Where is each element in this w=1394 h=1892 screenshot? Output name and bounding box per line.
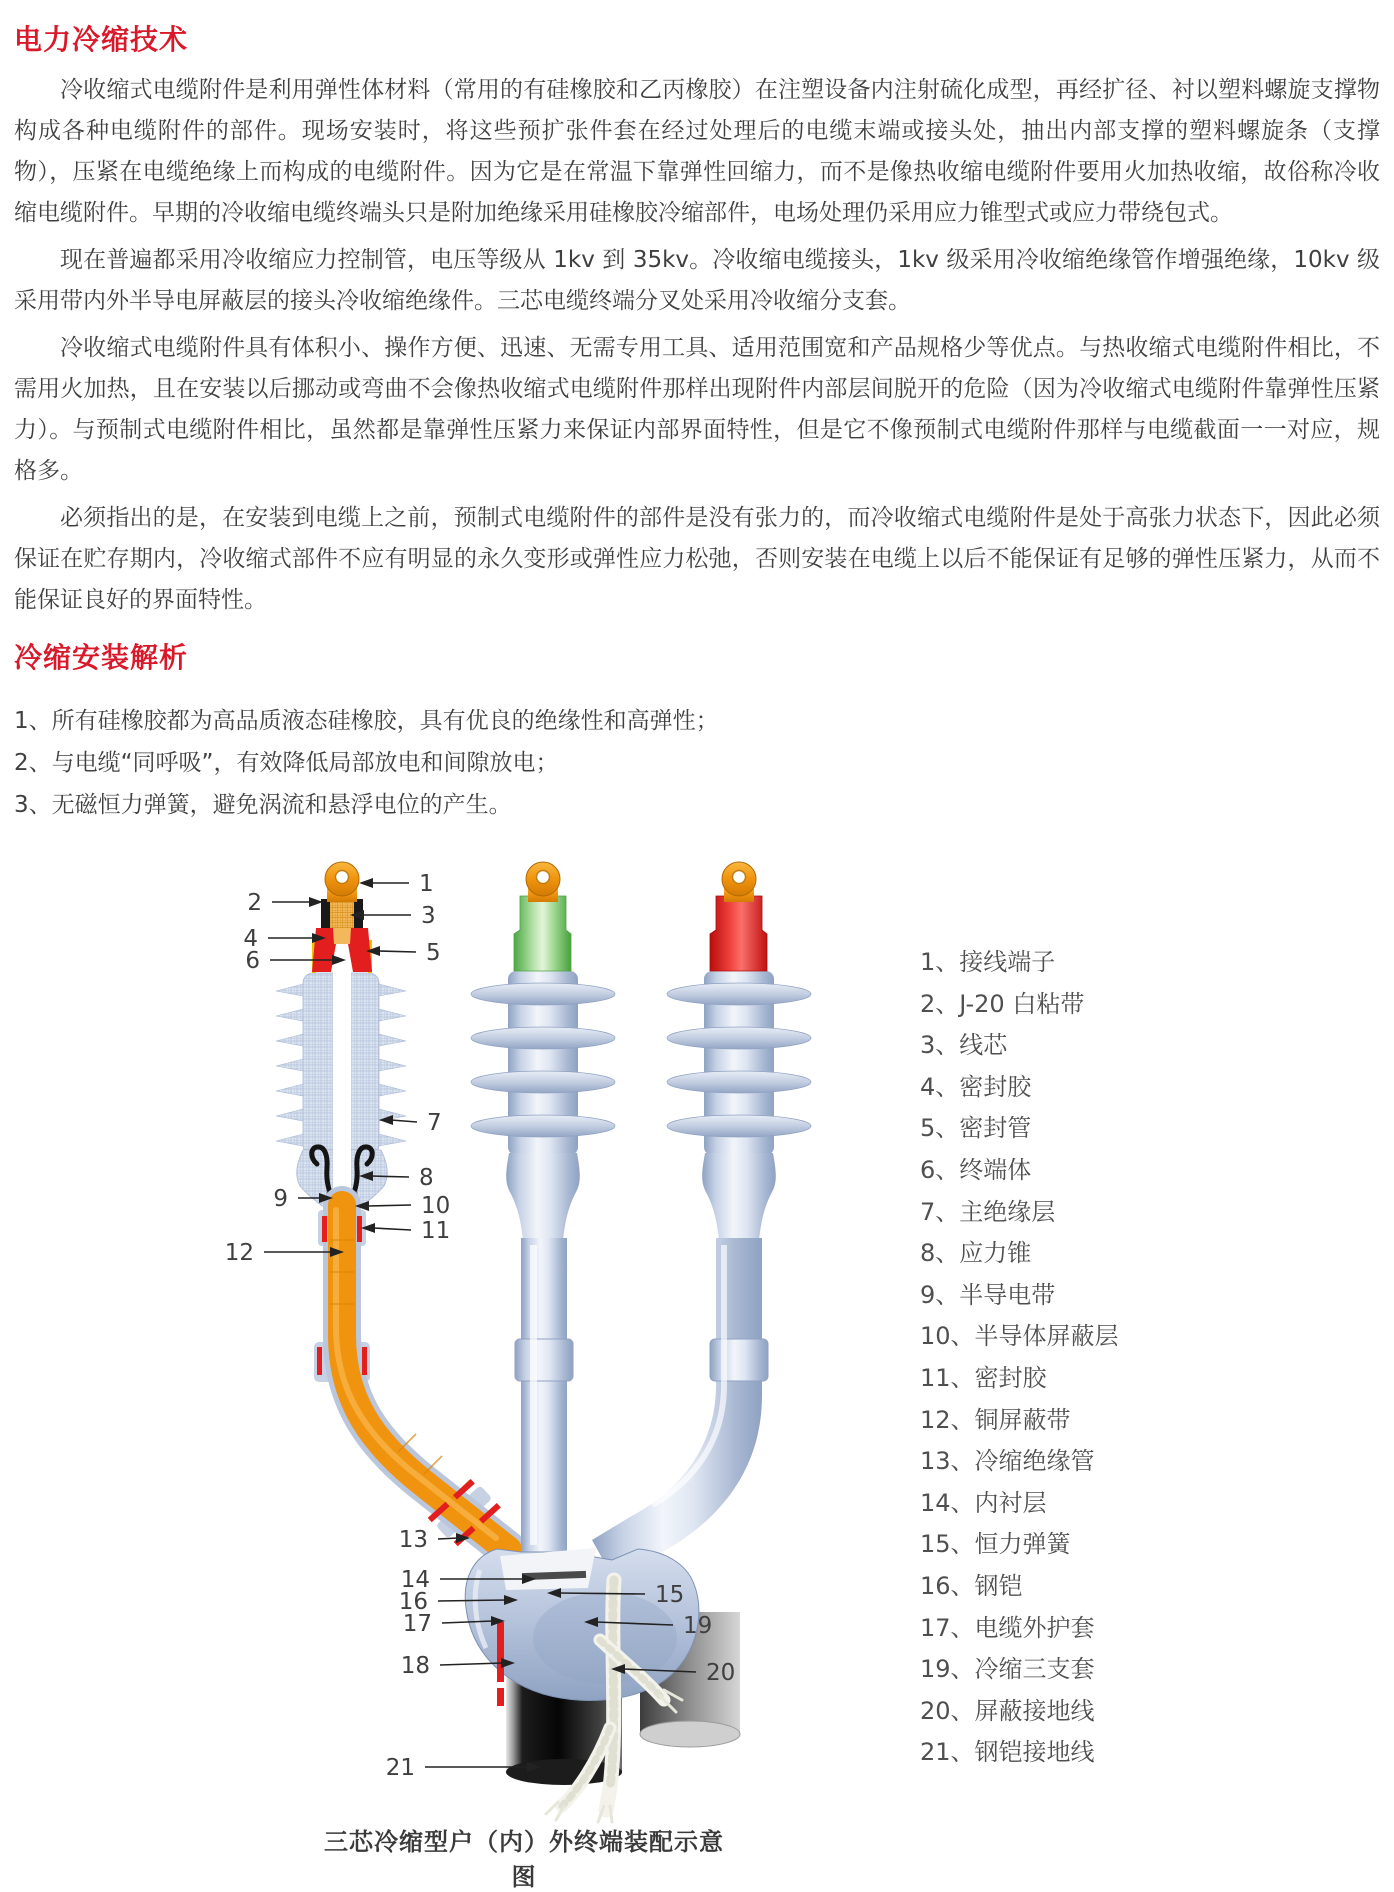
legend-item: 16、钢铠	[920, 1571, 1023, 1600]
callout-number: 9	[273, 1186, 288, 1212]
legend-item: 21、钢铠接地线	[920, 1738, 1095, 1767]
legend-item: 14、内衬层	[920, 1488, 1047, 1517]
callout-line	[373, 1228, 411, 1230]
section2-title: 冷缩安装解析	[14, 641, 189, 674]
legend-item: 10、半导体屏蔽层	[920, 1322, 1119, 1351]
callout-number: 19	[683, 1613, 713, 1639]
cable-lug	[325, 862, 359, 902]
legend-item: 15、恒力弹簧	[920, 1530, 1071, 1559]
legend-item: 13、冷缩绝缘管	[920, 1447, 1095, 1476]
callout-number: 11	[421, 1218, 451, 1244]
legend-item: 12、铜屏蔽带	[920, 1405, 1071, 1434]
terminal-middle	[471, 862, 615, 1560]
seal-tube-green	[514, 896, 571, 971]
callout-line	[378, 951, 416, 952]
callout-line	[559, 1593, 645, 1594]
callout-line	[438, 1600, 506, 1601]
legend-item: 8、应力锥	[920, 1239, 1032, 1268]
white-tape-band	[321, 899, 330, 930]
legend-item: 6、终端体	[920, 1155, 1032, 1184]
callout-line	[438, 1538, 458, 1539]
callout-number: 21	[385, 1755, 415, 1781]
callout-line	[367, 1205, 411, 1206]
callout-arrow	[309, 897, 323, 907]
callout-number: 14	[400, 1567, 430, 1593]
legend-item: 4、密封胶	[920, 1072, 1032, 1101]
paragraph-2: 现在普遍都采用冷收缩应力控制管，电压等级从 1kv 到 35kv。冷收缩电缆接头，1kv 级采用冷收缩绝缘管作增强绝缘，10kv 级采用带内外半导电屏蔽层的接头冷收缩绝缘件。三芯电缆终端分叉处采用冷收缩分支套。	[14, 247, 1380, 314]
callout-number: 15	[655, 1582, 685, 1608]
conductor-core-cutaway	[330, 899, 354, 930]
callout-number: 5	[426, 940, 441, 966]
legend-item: 7、主绝缘层	[920, 1197, 1056, 1226]
callout-line	[391, 1120, 417, 1122]
section1-title: 电力冷缩技术	[14, 23, 189, 56]
legend-item: 2、J-20 白粘带	[920, 989, 1085, 1018]
legend-item: 11、密封胶	[920, 1363, 1047, 1392]
paragraph-1: 冷收缩式电缆附件是利用弹性体材料（常用的有硅橡胶和乙丙橡胶）在注塑设备内注射硫化成型，再经扩径、衬以塑料螺旋支撑物构成各种电缆附件的部件。现场安装时，将这些预扩张件套在经过处理后的电缆末端或接头处，抽出内部支撑的塑料螺旋条（支撑物），压紧在电缆绝缘上而构成的电缆附件。因为它是在常温下靠弹性回缩力，而不是像热收缩电缆附件要用火加热收缩，故俗称冷收缩电缆附件。早期的冷收缩电缆终端头只是附加绝缘采用硅橡胶冷缩部件，电场处理仍采用应力锥型式或应力带绕包式。	[14, 77, 1380, 226]
callout-number: 6	[245, 948, 260, 974]
seal-tube-red	[710, 896, 767, 971]
callout-number: 13	[398, 1527, 428, 1553]
seal-red	[312, 928, 372, 973]
callout-number: 1	[419, 871, 434, 897]
callout-number: 12	[224, 1240, 254, 1266]
paragraph-3: 冷收缩式电缆附件具有体积小、操作方便、迅速、无需专用工具、适用范围宽和产品规格少等优点。与热收缩式电缆附件相比，不需用火加热，且在安装以后挪动或弯曲不会像热收缩式电缆附件那样出现附件内部层间脱开的危险（因为冷收缩式电缆附件靠弹性压紧力）。与预制式电缆附件相比，虽然都是靠弹性压紧力来保证内部界面特性，但是它不像预制式电缆附件那样与电缆截面一一对应，规格多。	[14, 335, 1380, 484]
cable-lug	[722, 862, 756, 902]
callout-number: 20	[706, 1660, 736, 1686]
callout-line	[371, 1176, 409, 1177]
callout-arrow	[359, 878, 373, 888]
legend-item: 19、冷缩三支套	[920, 1655, 1095, 1684]
feature-list-item: 3、无磁恒力弹簧，避免涡流和悬浮电位的产生。	[14, 792, 512, 818]
callout-number: 17	[402, 1611, 432, 1637]
legend-item: 20、屏蔽接地线	[920, 1696, 1095, 1725]
terminal-right	[592, 862, 811, 1576]
callout-number: 8	[419, 1165, 434, 1191]
legend-item: 5、密封管	[920, 1114, 1032, 1143]
callout-number: 7	[427, 1110, 442, 1136]
callout-number: 3	[421, 903, 436, 929]
inner-sheath-end	[640, 1721, 740, 1747]
legend-item: 17、电缆外护套	[920, 1613, 1095, 1642]
cable-lug	[526, 862, 560, 902]
callout-number: 16	[398, 1589, 428, 1615]
callout-number: 18	[400, 1653, 430, 1679]
legend-item: 1、接线端子	[920, 948, 1056, 976]
paragraph-4: 必须指出的是，在安装到电缆上之前，预制式电缆附件的部件是没有张力的，而冷收缩式电缆附件是处于高张力状态下，因此必须保证在贮存期内，冷收缩式部件不应有明显的永久变形或弹性应力松弛，否则安装在电缆上以后不能保证有足够的弹性压紧力，从而不能保证良好的界面特性。	[14, 505, 1380, 613]
legend-item: 9、半导电带	[920, 1280, 1056, 1309]
diagram-caption: 三芯冷缩型户（内）外终端装配示意图	[324, 1828, 724, 1891]
legend-item: 3、线芯	[920, 1031, 1008, 1060]
feature-list-item: 2、与电缆“同呼吸”，有效降低局部放电和间隙放电；	[14, 750, 559, 776]
feature-list-item: 1、所有硅橡胶都为高品质液态硅橡胶，具有优良的绝缘性和高弹性；	[14, 708, 719, 734]
callout-number: 10	[421, 1193, 451, 1219]
callout-number: 2	[247, 890, 262, 916]
callout-number: 4	[243, 926, 258, 952]
